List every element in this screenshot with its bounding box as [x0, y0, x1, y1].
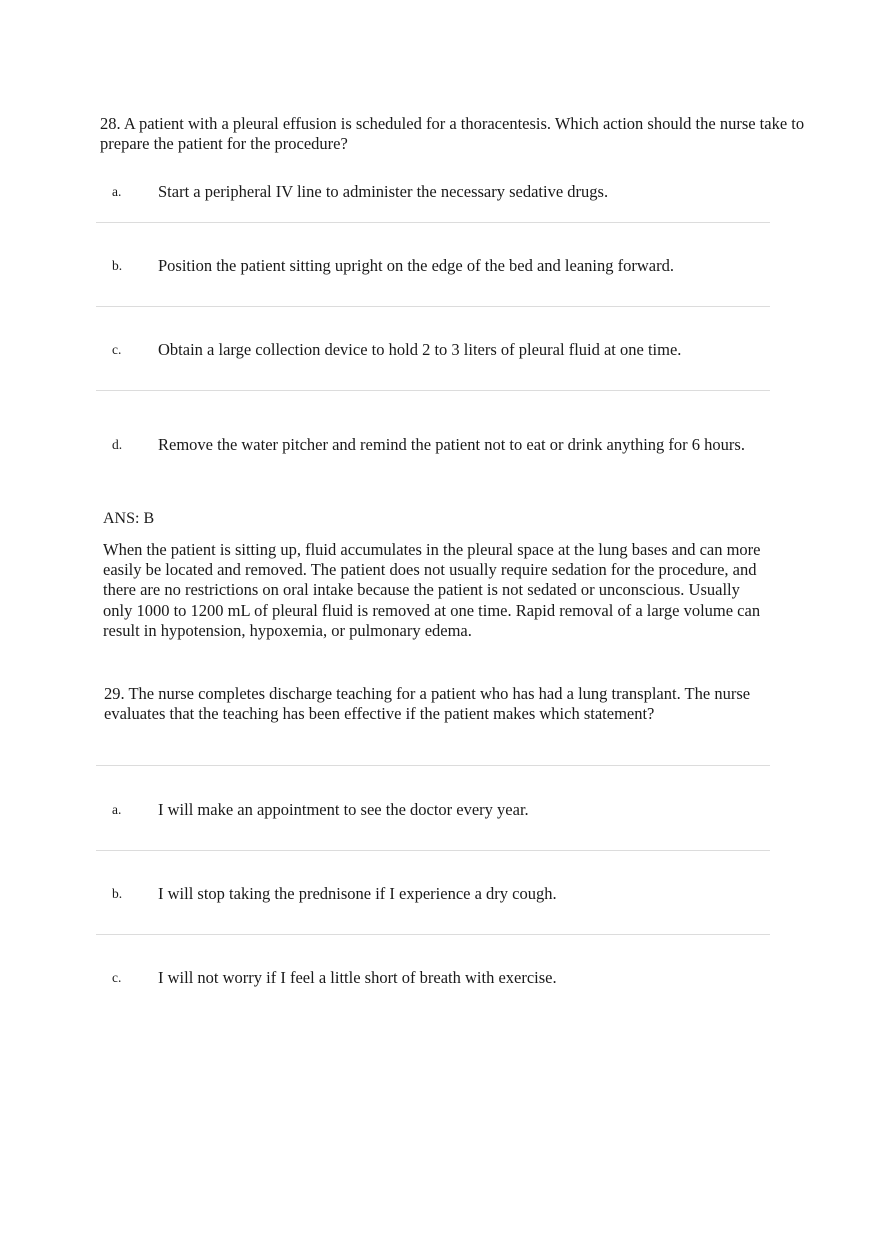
answer-rationale: When the patient is sitting up, fluid accumulates in the pleural space at the lung bases and can more easily be located and removed. The patient does not usually require sedation for the procedure, and there are no restrictions on oral intake because the patient is not sedated or unconscious. Usually only 1000 to 1200 mL of pleural fluid is removed at one time. Rapid removal of a large volume can result in hypotension, hypoxemia, or pulmonary edema.: [103, 540, 761, 640]
question-29-stem: 29. The nurse completes discharge teaching for a patient who has had a lung transplant. The nurse evaluates that the teaching has been effective if the patient makes which statement?: [104, 684, 751, 723]
option-letter: b.: [112, 886, 123, 901]
question-28-stem: 28. A patient with a pleural effusion is scheduled for a thoracentesis. Which action should the nurse take to prepare the patient for the procedure?: [100, 114, 805, 153]
question-28-option-c: [96, 310, 770, 391]
option-text: I will not worry if I feel a little short of breath with exercise.: [158, 968, 557, 987]
question-28-option-a: [96, 162, 770, 223]
question-29-option-b: [96, 854, 770, 935]
question-28-option-b: [96, 226, 770, 307]
option-text: I will make an appointment to see the doctor every year.: [158, 800, 529, 819]
option-letter: b.: [112, 258, 123, 273]
option-text: Start a peripheral IV line to administer the necessary sedative drugs.: [158, 182, 609, 201]
option-letter: c.: [112, 970, 122, 985]
option-text: Position the patient sitting upright on the edge of the bed and leaning forward.: [158, 256, 674, 275]
answer-key: ANS: B: [103, 510, 155, 527]
option-letter: c.: [112, 342, 122, 357]
divider: [96, 765, 770, 766]
option-text: Obtain a large collection device to hold 2 to 3 liters of pleural fluid at one time.: [158, 340, 682, 359]
option-letter: a.: [112, 184, 122, 199]
question-29-option-c: [96, 938, 770, 1018]
option-text: Remove the water pitcher and remind the patient not to eat or drink anything for 6 hours.: [158, 435, 745, 454]
option-text: I will stop taking the prednisone if I experience a dry cough.: [158, 884, 557, 903]
question-28-option-d: [96, 404, 770, 486]
question-29-option-a: [96, 770, 770, 851]
option-letter: d.: [112, 437, 123, 452]
option-letter: a.: [112, 802, 122, 817]
